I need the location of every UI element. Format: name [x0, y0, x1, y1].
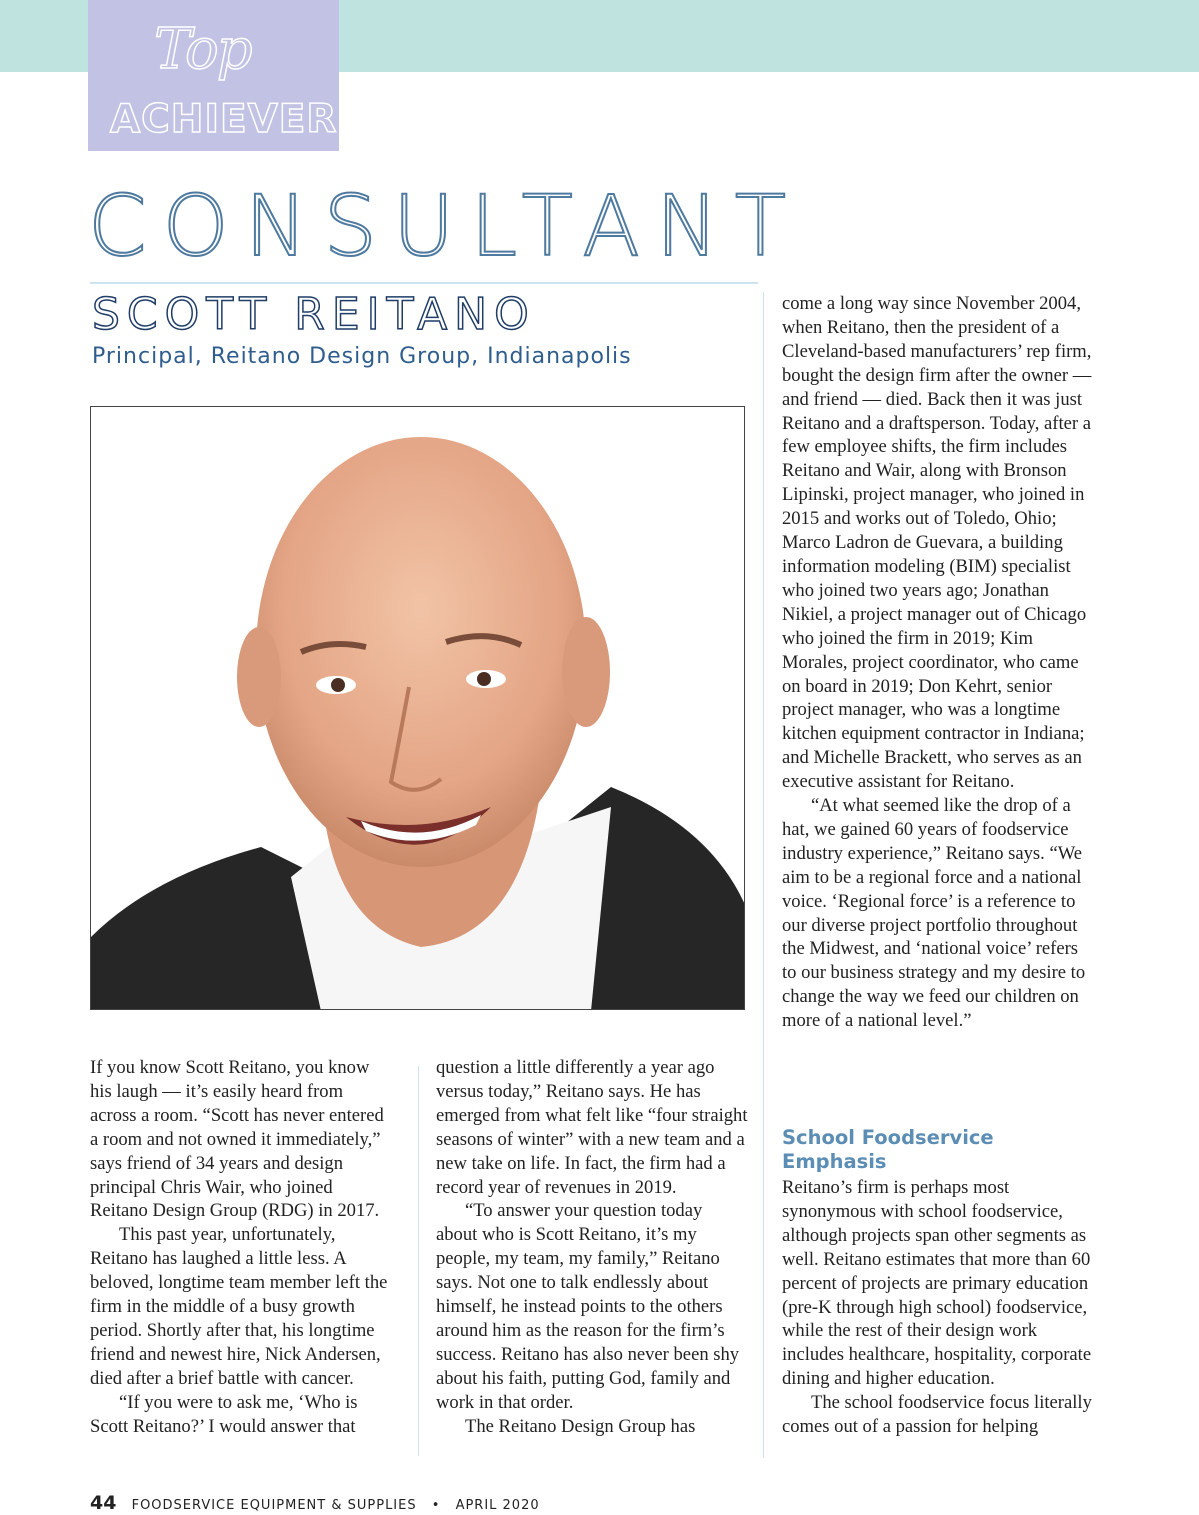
profile-name: SCOTT REITANO [92, 289, 536, 340]
badge-top-text: Top [154, 17, 251, 82]
portrait-illustration [91, 407, 745, 1010]
paragraph: The school foodservice focus literally comes out of a passion for helping [782, 1392, 1092, 1438]
paragraph: This past year, unfortunately, Reitano has laughed a little less. A beloved, longtime team member left the firm in the middle of a busy growth period. Shortly after that, his longtime friend and newest hire, Nick Andersen, died after a brief battle with cancer. [90, 1224, 388, 1389]
footer-separator: • [431, 1498, 441, 1513]
subheading: School Foodservice Emphasis [782, 1126, 994, 1173]
article-column-2 [436, 1056, 748, 1439]
paragraph: “If you were to ask me, ‘Who is Scott Reitano?’ I would answer that [90, 1391, 358, 1437]
section-title: CONSULTANT [88, 177, 803, 275]
column-divider [763, 292, 764, 1458]
article-column-1 [90, 1056, 392, 1439]
issue-date: APRIL 2020 [455, 1498, 540, 1513]
column-divider [418, 1066, 419, 1456]
magazine-name: FOODSERVICE EQUIPMENT & SUPPLIES [131, 1498, 417, 1513]
paragraph: “To answer your question today about who is Scott Reitano, it’s my people, my team, my family,” Reitano says. Not one to talk endlessly about himself, he instead points to the others around him as the reason for the firm’s success. Reitano has also never been shy about his faith, putting God, family and work in that order. [436, 1200, 740, 1413]
top-achiever-badge [88, 0, 339, 151]
paragraph: If you know Scott Reitano, you know his laugh — it’s easily heard from across a room. “Scott has never entered a room and not owned it immediately,” says friend of 34 years and design principal Chris Wair, who joined Reitano Design Group (RDG) in 2017. [90, 1057, 384, 1222]
article-column-3 [782, 292, 1092, 1033]
profile-title: Principal, Reitano Design Group, Indianapolis [92, 344, 632, 369]
title-divider [90, 282, 758, 284]
paragraph: Reitano’s firm is perhaps most synonymous with school foodservice, although projects span other segments as well. Reitano estimates that more than 60 percent of projects are primary education (pre-K through high school) foodservice, while the rest of their design work includes healthcare, hospitality, corporate dining and higher education. [782, 1177, 1092, 1390]
paragraph: question a little differently a year ago versus today,” Reitano says. He has emerged from what felt like “four straight seasons of winter” with a new team and a new take on life. In fact, the firm had a record year of revenues in 2019. [436, 1057, 748, 1198]
badge-bottom-text: ACHIEVER [110, 97, 338, 142]
paragraph: The Reitano Design Group has [465, 1415, 696, 1437]
paragraph: come a long way since November 2004, when Reitano, then the president of a Cleveland-based manufacturers’ rep firm, bought the design firm after the owner — and friend — died. Back then it was just Reitano and a draftsperson. Today, after a few employee shifts, the firm includes Reitano and Wair, along with Bronson Lipinski, project manager, who joined in 2015 and works out of Toledo, Ohio; Marco Ladron de Guevara, a building information modeling (BIM) specialist who joined two years ago; Jonathan Nikiel, a project manager out of Chicago who joined the firm in 2019; Kim Morales, project coordinator, who came on board in 2019; Don Kehrt, senior project manager, who was a longtime kitchen equipment contractor in Indiana; and Michelle Brackett, who serves as an executive assistant for Reitano. [782, 293, 1092, 793]
page-footer [90, 1494, 540, 1513]
page-number: 44 [90, 1492, 117, 1514]
portrait-photo [90, 406, 745, 1010]
paragraph: “At what seemed like the drop of a hat, we gained 60 years of foodservice industry experience,” Reitano says. “We aim to be a regional force and a national voice. ‘Regional force’ is a reference to our diverse project portfolio throughout the Midwest, and ‘national voice’ refers to our business strategy and my desire to change the way we feed our children on more of a national level.” [782, 795, 1086, 1032]
article-column-3-continued [782, 1176, 1092, 1439]
